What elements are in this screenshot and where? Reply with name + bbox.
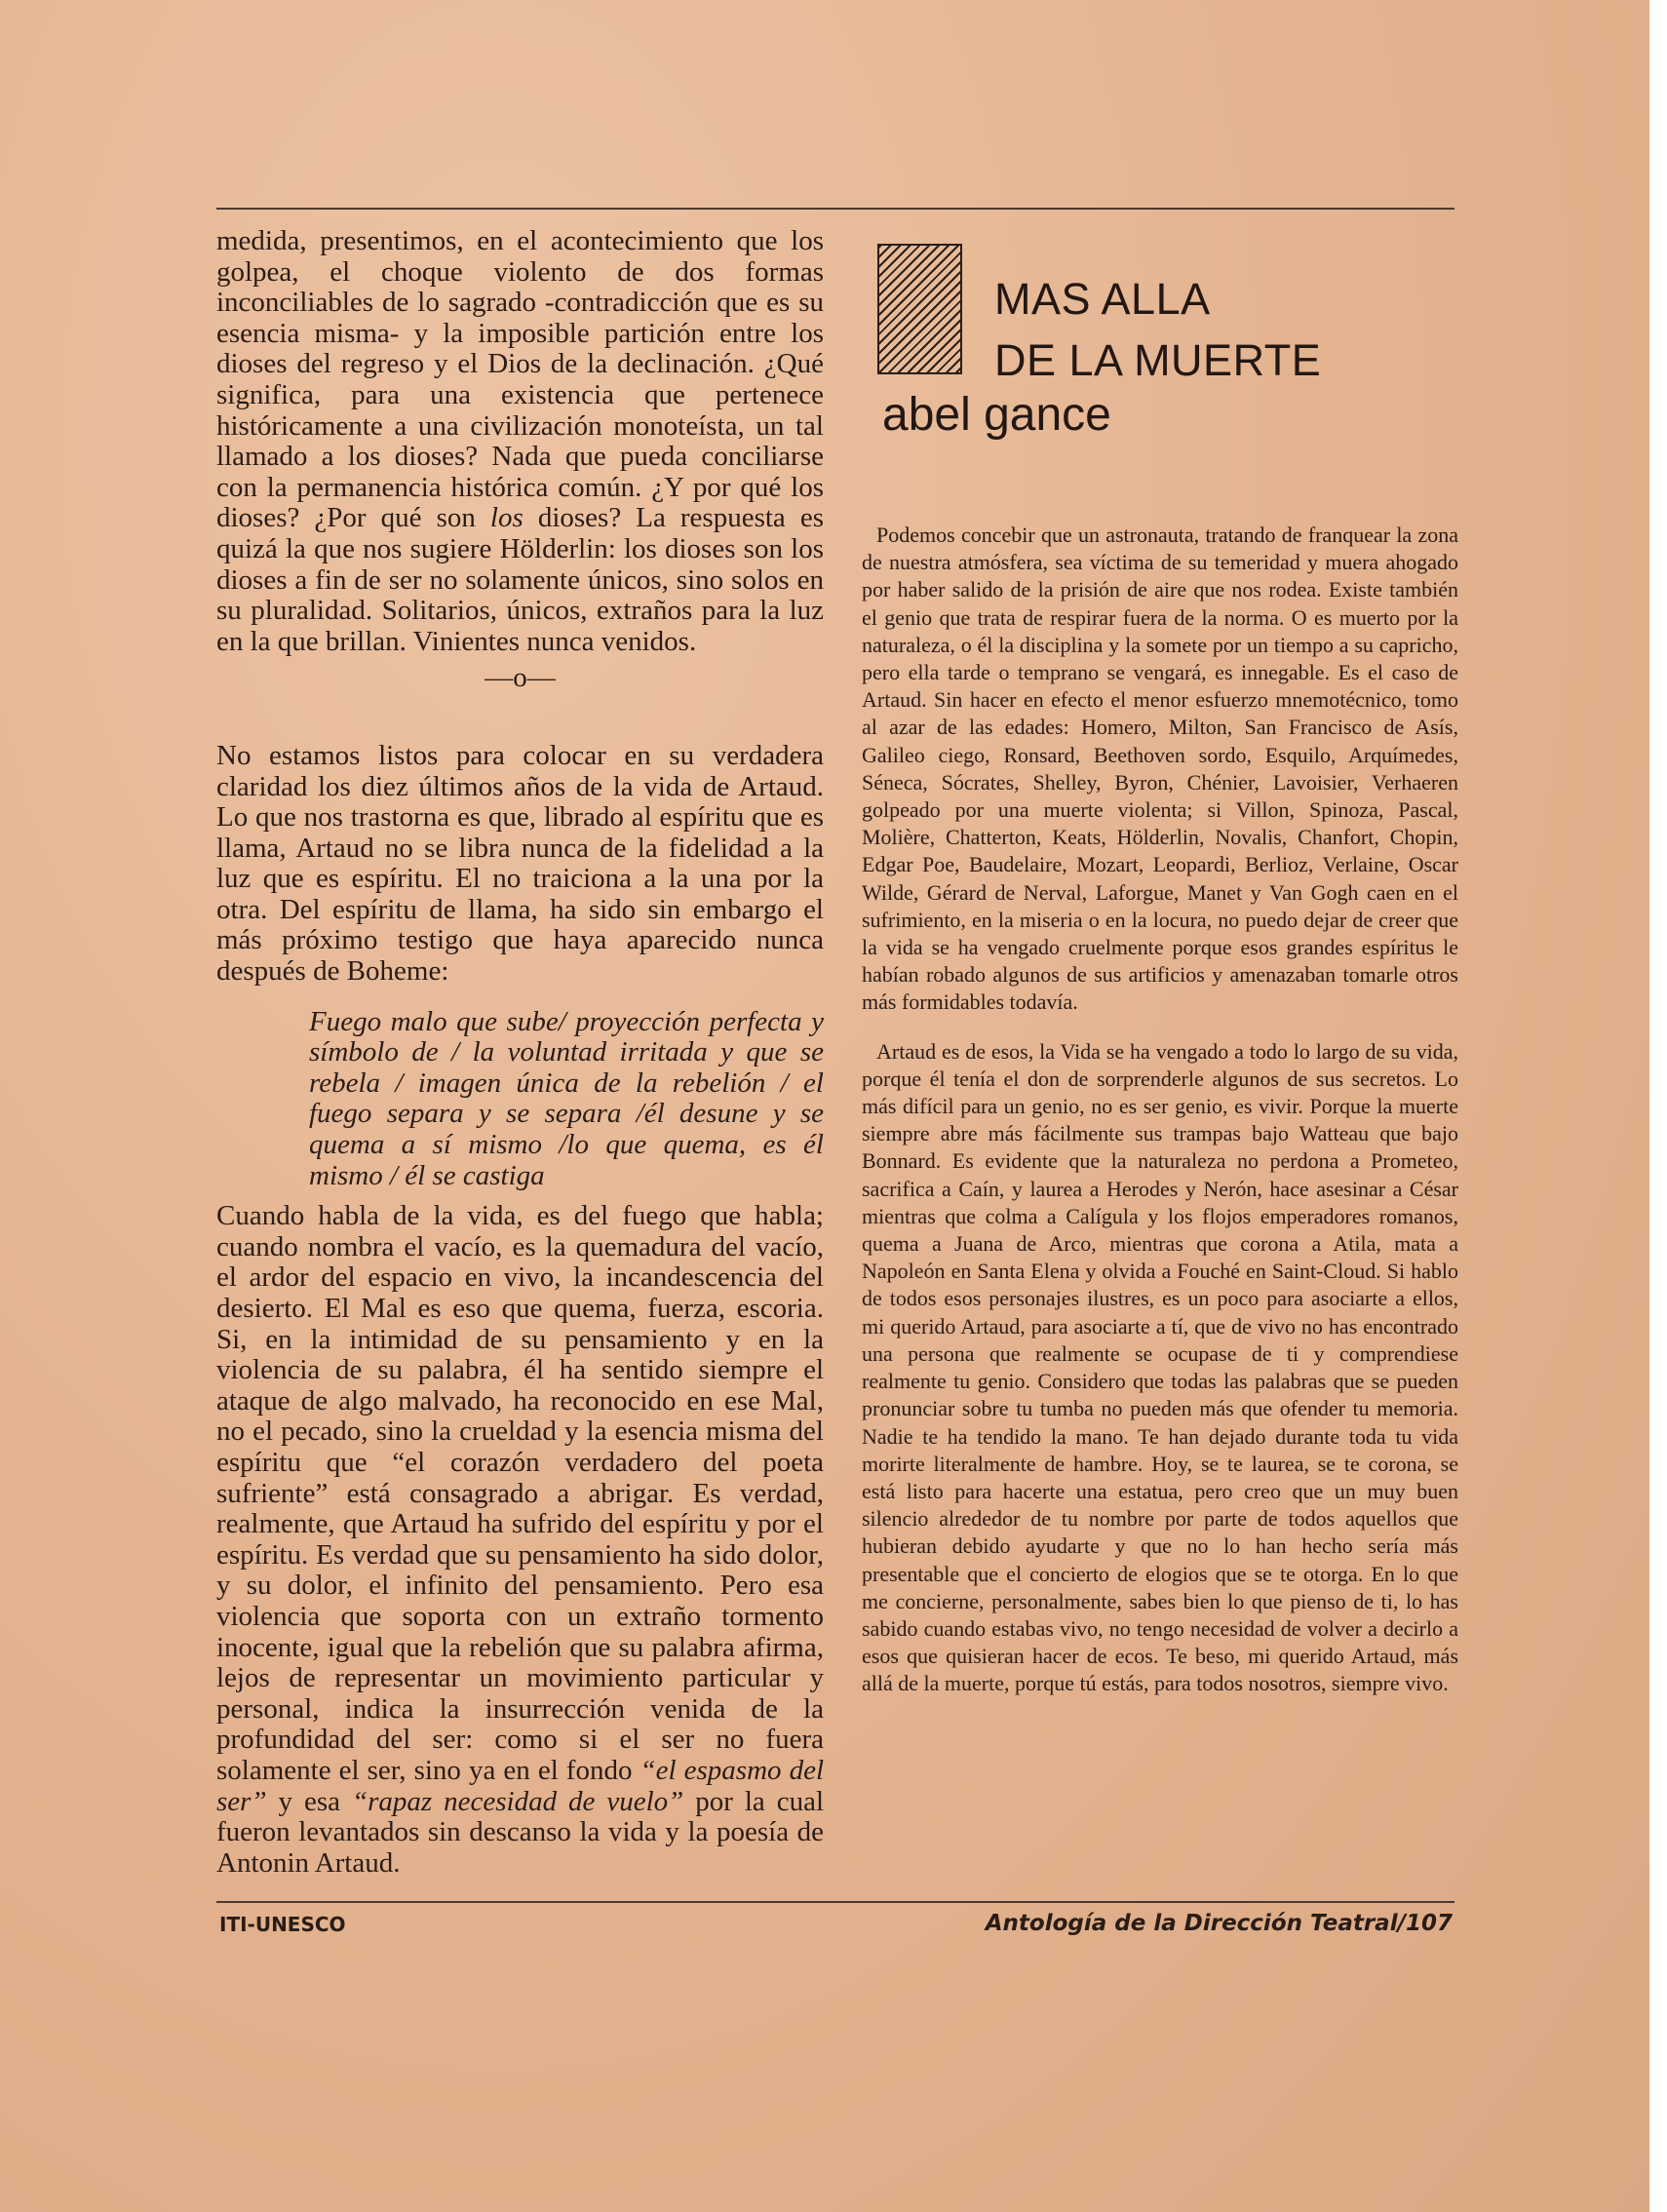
left-paragraph-3: Cuando habla de la vida, es del fuego que habla; cuando nombra el vacío, es la quemadura del vacío, el ardor del espacio en vivo, la incandescencia del desierto. El Mal es eso que quema, fuerza, escoria. Si, en la intimidad de su pensamiento y en la violencia de su palabra, él ha sentido siempre el ataque de algo malvado, ha reconocido en ese Mal, no el pecado, sino la crueldad y la esencia misma del espíritu que “el corazón verdadero del poeta sufriente” está consagrado a abrigar. Es verdad, realmente, que Artaud ha sufrido del espíritu y por el espíritu. Es verdad que su pensamiento ha sido dolor, y su dolor, el infinito del pensamiento. Pero esa violencia que soporta con un extraño tormento inocente, igual que la rebelión que su palabra afirma, lejos de representar un movimiento particular y personal, indica la insurrección venida de la profundidad del ser: como si el ser no fuera solamente el ser, sino ya en el fondo “el espasmo del ser” y esa “rapaz necesidad de vuelo” por la cual fueron levantados sin descanso la vida y la poesía de Antonin Artaud. — [216, 1200, 825, 1879]
article-title-line-1: MAS ALLA — [994, 274, 1211, 324]
footer-rule — [216, 1901, 1454, 1903]
article-title-line-2: DE LA MUERTE — [994, 335, 1322, 385]
footer-publisher: ITI-UNESCO — [219, 1913, 346, 1936]
hatched-box-icon — [877, 244, 962, 374]
article-author: abel gance — [882, 389, 1111, 441]
article-title-block — [877, 244, 1423, 448]
left-column — [216, 226, 824, 1879]
right-paragraph-2: Artaud es de esos, la Vida se ha vengado a todo lo largo de su vida, porque él tenía el don de sorprenderle algunos de sus secretos. Lo más difícil para un genio, no es ser genio, es vivir. Porque la muerte siempre abre más fácilmente sus trampas bajo Watteau que bajo Bonnard. Es evidente que la naturaleza no perdona a Prometeo, sacrifica a Caín, y laurea a Herodes y Nerón, hace asesinar a César mientras que colma a Calígula y los flojos emperadores romanos, quema a Juana de Arco, mientras que corona a Atila, mata a Napoleón en Santa Elena y olvida a Fouché en Saint-Cloud. Si hablo de todos esos personajes ilustres, es un poco para asociarte a ellos, mi querido Artaud, para asociarte a tí, que de vivo no has encontrado una persona que realmente se ocupase de ti y comprendiese realmente tu genio. Considero que todas las palabras que se pueden pronunciar sobre tu tumba no pueden más que ofender tu memoria. Nadie te ha tendido la mano. Te han dejado durante toda tu vida morirte literalmente de hambre. Hoy, se te laurea, se te corona, se está listo para hacerte una estatua, pero creo que un muy buen silencio alrededor de tu nombre por parte de todos aquellos que hubieran debido ayudarte y que no lo han hecho sería más presentable que el concierto de elogios que se te otorga. En lo que me concierne, personalmente, sabes bien lo que pienso de ti, lo has sabido cuando estabas vivo, no tengo necesidad de volver a decirlo a esos que quisieran hacer de ecos. Te beso, mi querido Artaud, más allá de la muerte, porque tú estás, para todos nosotros, siempre vivo. — [862, 1038, 1458, 1696]
top-rule — [216, 208, 1454, 210]
right-column — [862, 522, 1458, 1698]
section-separator: —o— — [485, 662, 556, 694]
page-edge — [1649, 0, 1667, 2212]
left-paragraph-2: No estamos listos para colocar en su verdadera claridad los diez últimos años de la vida de Artaud. Lo que nos trastorna es que, librado al espíritu que es llama, Artaud no se libra nunca de la fidelidad a la luz que es espíritu. El no traiciona a la una por la otra. Del espíritu de llama, ha sido sin embargo el más próximo testigo que haya aparecido nunca después de Boheme: — [216, 739, 824, 988]
poem-quote: Fuego malo que sube/ proyección perfecta y símbolo de / la voluntad irritada y que se rebela / imagen única de la rebelión / el fuego separa y se separa /él desune y se quema a sí mismo /lo que quema, es él mismo / él se castiga — [309, 1005, 824, 1191]
right-paragraph-1: Podemos concebir que un astronauta, tratando de franquear la zona de nuestra atmósfera, sea víctima de su temeridad y muera ahogado por haber salido de la prisión de aire que nos rodea. Existe también el genio que trata de respirar fuera de la norma. O es muerto por la naturaleza, o él la disciplina y la somete por un tiempo a su capricho, pero ella tarde o temprano se vengará, es innegable. Es el caso de Artaud. Sin hacer en efecto el menor esfuerzo mnemotécnico, tomo al azar de las edades: Homero, Milton, San Francisco de Asís, Galileo ciego, Ronsard, Beethoven sordo, Esquilo, Arquímedes, Séneca, Sócrates, Shelley, Byron, Chénier, Lavoisier, Verhaeren golpeado por una muerte violenta; si Villon, Spinoza, Pascal, Molière, Chatterton, Keats, Hölderlin, Novalis, Chanfort, Chopin, Edgar Poe, Baudelaire, Mozart, Leopardi, Berlioz, Verlaine, Oscar Wilde, Gérard de Nerval, Laforgue, Manet y Van Gogh caen en el sufrimiento, en la miseria o en la locura, no puedo dejar de creer que la vida se ha vengado cruelmente porque esos grandes espíritus le habían robado algunos de sus artificios y amenazaban tomarle otros más formidables todavía. — [862, 523, 1458, 1015]
footer-page-reference: Antología de la Dirección Teatral/107 — [985, 1911, 1453, 1936]
left-paragraph-1: medida, presentimos, en el acontecimiento que los golpea, el choque violento de dos formas inconciliables de lo sagrado -contradicción que es su esencia misma- y la imposible partición entre los dioses del regreso y el Dios de la declinación. ¿Qué significa, para una existencia que pertenece históricamente a una civilización monoteísta, un tal llamado a los dioses? Nada que pueda conciliarse con la permanencia histórica común. ¿Y por qué los dioses? ¿Por qué son los dioses? La respuesta es quizá la que nos sugiere Hölderlin: los dioses son los dioses a fin de ser no solamente únicos, sino solos en su pluralidad. Solitarios, únicos, extraños para la luz en la que brillan. Vinientes nunca venidos. — [216, 225, 825, 657]
